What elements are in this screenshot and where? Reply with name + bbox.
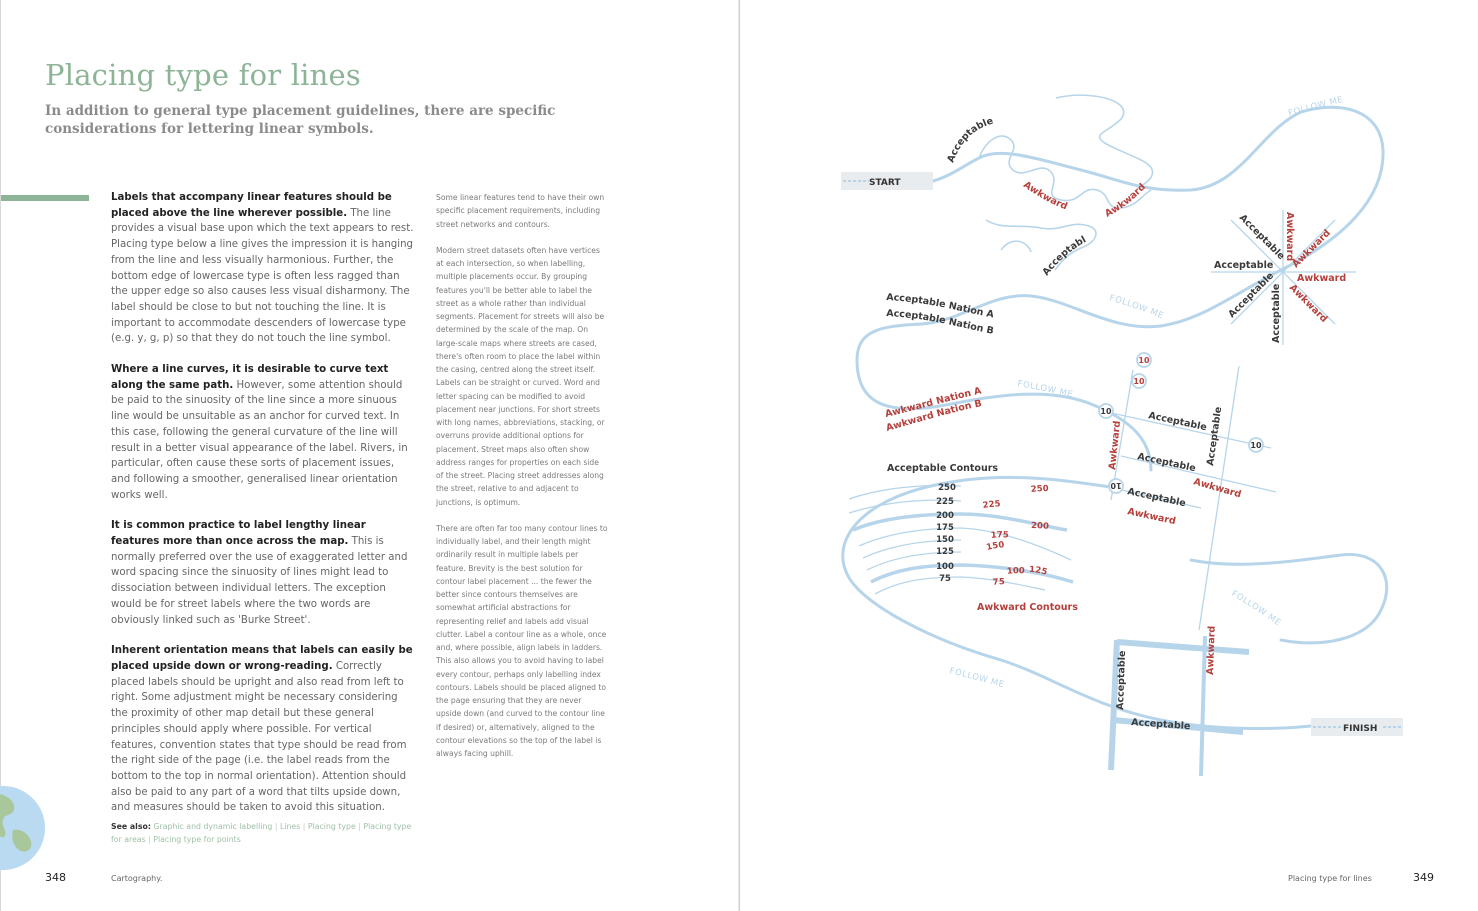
left-page (0, 0, 738, 911)
running-head: Cartography. (111, 874, 163, 883)
acceptable-label: Acceptable (1147, 410, 1208, 434)
follow-me-label: FOLLOW ME (1229, 588, 1283, 629)
paragraph-lead: Inherent orientation means that labels can easily be placed upside down or wrong-reading. (111, 645, 413, 672)
paragraph-lead: It is common practice to label lengthy linear features more than once across the map. (111, 520, 366, 548)
paragraph (111, 518, 416, 628)
contour-value-awkward: 250 (1030, 484, 1049, 495)
start-label: START (869, 178, 901, 188)
awkward-label: Awkward (1284, 212, 1295, 262)
label-placement-map (740, 0, 1478, 911)
contour-value-awkward: 75 (992, 577, 1005, 588)
see-also: See also: Graphic and dynamic labelling | Lines | Placing type | Placing type for areas | Placing type for points (111, 822, 412, 844)
bottom-streets (1111, 636, 1249, 776)
side-text-column (436, 191, 608, 773)
address-number: 10 (1133, 377, 1145, 386)
side-paragraph: There are often far too many contour lines to individually label, and their length might ordinarily result in multiple labels per feature. Brevity is the best solution for contour label placement ... the fewer the better since contours themselves are somewhat artificial abstractions for representing relief and labels add visual clutter. Label a contour line as a whole, once and, where possible, align labels in ladders. This also allows you to avoid having to label every contour, perhaps only labelling index contours. Labels should be placed aligned to the page ensuring that they are never upside down (and curved to the contour line if desired) or, alternatively, aligned to the contour elevations so the top of the label is always facing uphill. (436, 523, 608, 758)
acceptable-contours-label: Acceptable Contours (887, 463, 999, 474)
acceptable-label: Acceptabl (1040, 234, 1089, 278)
awkward-label: Awkward (1205, 625, 1218, 676)
awkward-label: Awkward (1297, 273, 1347, 284)
page-number: 349 (1413, 871, 1434, 884)
accent-bar (1, 195, 89, 201)
contour-value-awkward: 175 (990, 530, 1009, 541)
paragraph-body: Correctly placed labels should be upright and also read from left to right. Some adjustment might be necessary considering the proximity of other map detail but these general principles should apply where possible. For vertical features, convention states that type should be read from the right side of the page (i.e. the label reads from the bottom to the top in normal orientation). Attention should also be paid to any part of a word that tilts upside down, and measures should be taken to avoid this situation. (111, 660, 407, 814)
side-paragraph: Some linear features tend to have their own specific placement requirements, including street networks and contours. (436, 193, 605, 229)
side-paragraph: Modern street datasets often have vertices at each intersection, so when labelling, multiple placements occur. By grouping features you'll be better able to label the street as a whole rather than individual segments. Placement for streets will also be determined by the scale of the map. On large-scale maps where streets are cased, there's often room to place the label within the casing, centred along the street itself. Labels can be straight or curved. Word and letter spacing can be modified to avoid placement near junctions. For short streets with long names, abbreviations, stacking, or overruns provide additional options for placement. Street maps also often show address ranges for properties on each side of the street. Placing street addresses along the street, relative to and adjacent to junctions, is optimum. (436, 245, 605, 507)
acceptable-label: Acceptable (1130, 717, 1191, 733)
acceptable-label: Acceptable (1226, 270, 1277, 321)
contour-value: 75 (939, 574, 951, 584)
globe-icon (0, 786, 45, 870)
awkward-label: Awkward (1021, 179, 1070, 213)
address-number: 10 (1250, 441, 1262, 450)
contour-value-awkward: 100 (1006, 566, 1025, 577)
finish-label: FINISH (1343, 724, 1378, 734)
running-head: Placing type for lines (1288, 874, 1372, 883)
contour-value-awkward: 200 (1030, 520, 1050, 532)
acceptable-label: Acceptable (1214, 260, 1274, 271)
awkward-label: Awkward (1290, 227, 1333, 271)
paragraph (111, 362, 416, 503)
page-title: Placing type for lines (45, 58, 361, 92)
awkward-contours-label: Awkward Contours (977, 602, 1078, 613)
see-also-link[interactable]: Placing type for areas (111, 822, 412, 844)
contour-value: 125 (936, 547, 954, 557)
paragraph-lead: Where a line curves, it is desirable to curve text along the same path. (111, 364, 389, 391)
awkward-nation-b-label: Awkward Nation B (884, 398, 983, 434)
follow-me-label: FOLLOW ME (1287, 94, 1345, 119)
awkward-label: Awkward (1192, 476, 1243, 501)
awkward-label: Awkward (1107, 420, 1124, 471)
nation-a-label: Acceptable Nation A (885, 291, 995, 321)
follow-me-label: FOLLOW ME (1108, 293, 1166, 322)
follow-me-label: FOLLOW ME (948, 666, 1006, 691)
paragraph (111, 643, 416, 816)
follow-me-label: FOLLOW ME (1016, 379, 1075, 401)
right-page (739, 0, 1478, 911)
page-subtitle: In addition to general type placement guidelines, there are specific considerations for lettering linear symbols. (45, 103, 556, 137)
paragraph-body: However, some attention should be paid to the sinuosity of the line since a more sinuous line would be unsuitable as an anchor for curved text. In this case, following the general curvature of the line will result in a better visual appearance of the label. Rivers, in particular, often cause these sorts of placement issues, and following a smoother, generalised linear orientation works well. (111, 379, 408, 501)
paragraph (111, 190, 416, 347)
awkward-nation-a-label: Awkward Nation A (884, 385, 983, 420)
awkward-label: Awkward (1126, 506, 1177, 528)
see-also-label: See also: (111, 822, 151, 831)
address-number: 10 (1110, 481, 1122, 490)
see-also-link[interactable]: Graphic and dynamic labelling (153, 822, 273, 831)
awkward-label: Awkward (1286, 282, 1330, 325)
acceptable-label: Acceptable (1126, 486, 1187, 510)
page-number: 348 (45, 871, 66, 884)
contour-value-awkward: 125 (1028, 564, 1049, 578)
address-number: 10 (1138, 356, 1150, 365)
acceptable-label: Acceptable (1236, 212, 1287, 263)
paragraph-body: This is normally preferred over the use of exaggerated letter and word spacing since the sinuosity of lines might lead to dissociation between individual letters. The exception would be for street labels where the two words are obviously linked such as 'Burke Street'. (111, 536, 408, 626)
nation-b-label: Acceptable Nation B (885, 307, 995, 337)
see-also-link[interactable]: Lines (279, 822, 301, 831)
address-number: 10 (1100, 407, 1112, 416)
paragraph-body: The line provides a visual base upon which the text appears to rest. Placing type below a line gives the impression it is hanging from the line and less visually harmonious. Further, the bottom edge of lowercase type is often less ragged than the upper edge so also causes less visual disharmony. The label should be close to but not touching the line. It is important to accommodate descenders of lowercase type (e.g. y, g, p) so that they do not touch the line symbol. (111, 207, 414, 345)
contour-value: 175 (936, 523, 954, 533)
acceptable-label: Acceptable (1271, 283, 1282, 343)
contour-value-awkward: 225 (982, 499, 1001, 511)
acceptable-label: Acceptable (1136, 451, 1197, 475)
acceptable-label: Acceptable (1115, 650, 1129, 711)
awkward-label: Awkward (1103, 181, 1148, 220)
contour-value: 100 (936, 562, 954, 572)
main-text-column (111, 190, 416, 831)
acceptable-label: Acceptable (1205, 406, 1225, 467)
contour-value: 150 (936, 535, 954, 545)
contour-value-awkward: 150 (985, 540, 1005, 553)
contour-value: 200 (936, 511, 954, 521)
see-also-link[interactable]: Placing type (307, 822, 356, 831)
paragraph-lead: Labels that accompany linear features should be placed above the line wherever possible. (111, 192, 392, 219)
acceptable-label: Acceptable (945, 115, 995, 165)
contour-value: 250 (938, 483, 956, 493)
contour-value: 225 (936, 497, 954, 507)
see-also-link[interactable]: Placing type for points (153, 835, 241, 844)
